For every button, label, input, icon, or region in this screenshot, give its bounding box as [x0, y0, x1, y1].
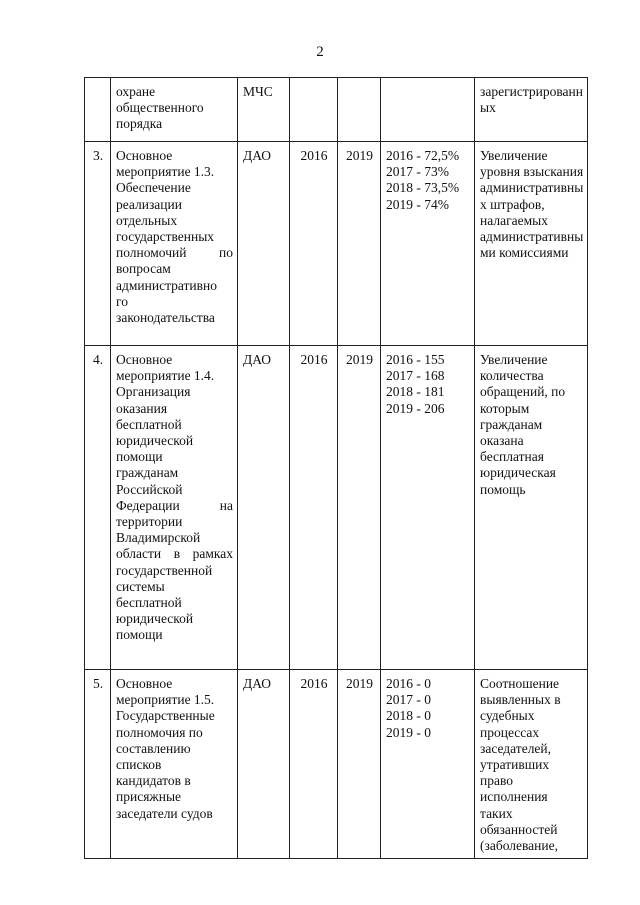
description-line: Организация	[116, 384, 191, 400]
indicator-value: 2017 - 73%	[386, 164, 449, 180]
measure-description	[111, 78, 238, 142]
indicator-value: 2018 - 73,5%	[386, 180, 460, 196]
description-line: юридической	[116, 433, 194, 449]
description-line: Российской	[116, 481, 183, 497]
result-line: помощь	[480, 481, 526, 497]
description-line: мероприятие 1.4.	[116, 368, 215, 384]
result-line: судебных	[480, 708, 535, 724]
row-number: 3.	[85, 142, 111, 346]
responsible-executor: ДАО	[238, 346, 290, 670]
description-line: присяжные	[116, 789, 182, 805]
measure-description	[111, 346, 238, 670]
result-line: заседателей,	[480, 740, 552, 756]
table-row	[85, 670, 588, 859]
end-year: 2019	[338, 346, 381, 670]
description-word: на	[219, 497, 233, 513]
result-line: выявленных в	[480, 692, 561, 708]
description-line: законодательства	[116, 310, 215, 326]
measure-description	[111, 670, 238, 859]
description-line: порядка	[116, 116, 163, 132]
description-line: кандидатов в	[116, 773, 191, 789]
start-year: 2016	[290, 670, 338, 859]
indicator-value: 2017 - 168	[386, 368, 445, 384]
result-line: налагаемых	[480, 212, 548, 228]
result-line: исполнения таких	[480, 789, 548, 821]
indicator-value: 2019 - 74%	[386, 196, 449, 212]
result-line: Увеличение	[480, 148, 548, 163]
result-line: (заболевание,	[480, 838, 558, 854]
description-word: в	[173, 546, 181, 562]
row-number: 4.	[85, 346, 111, 670]
indicator-value: 2016 - 72,5%	[386, 148, 460, 163]
description-line: Государственные	[116, 708, 215, 724]
description-line: территории	[116, 514, 183, 530]
result-line: которым	[480, 400, 530, 416]
result-line: бесплатная	[480, 449, 544, 465]
result-line: ми комиссиями	[480, 245, 569, 261]
measure-description	[111, 142, 238, 346]
description-line: Основное	[116, 352, 173, 367]
description-line: юридической	[116, 611, 194, 627]
start-year: 2016	[290, 142, 338, 346]
description-line	[116, 546, 233, 562]
result-line: Соотношение	[480, 676, 560, 691]
indicator-values	[381, 670, 475, 859]
indicator-value: 2018 - 0	[386, 708, 431, 724]
end-year: 2019	[338, 142, 381, 346]
indicator-value: 2017 - 0	[386, 692, 431, 708]
description-line	[116, 498, 233, 514]
description-line: заседатели судов	[116, 805, 213, 821]
description-word: по	[219, 245, 233, 261]
description-line: Основное	[116, 676, 173, 691]
description-line: помощи	[116, 449, 163, 465]
result-line: утративших право	[480, 757, 550, 789]
description-word: Федерации	[116, 497, 180, 513]
description-line: помощи	[116, 627, 163, 643]
table-row	[85, 142, 588, 346]
table-row	[85, 346, 588, 670]
description-line: охране	[116, 84, 156, 99]
description-line: системы	[116, 578, 165, 594]
indicator-values	[381, 346, 475, 670]
description-word: рамках	[192, 546, 233, 562]
description-line: оказания	[116, 400, 168, 416]
row-number: 5.	[85, 670, 111, 859]
description-line: бесплатной	[116, 595, 182, 611]
row-number	[85, 78, 111, 142]
description-line: вопросам	[116, 261, 171, 277]
description-line: Основное	[116, 148, 173, 163]
result-line: процессах	[480, 724, 540, 740]
description-line: списков	[116, 757, 162, 773]
description-line	[116, 245, 233, 261]
table-row	[85, 78, 588, 142]
responsible-executor: МЧС	[238, 78, 290, 142]
result-line: юридическая	[480, 465, 556, 481]
description-line: составлению	[116, 740, 191, 756]
description-line: государственных	[116, 229, 215, 245]
result-line: уровня взыскания	[480, 164, 584, 180]
description-word: области	[116, 546, 162, 562]
description-line: государственной	[116, 562, 213, 578]
description-line: реализации	[116, 196, 182, 212]
responsible-executor: ДАО	[238, 142, 290, 346]
indicator-values	[381, 142, 475, 346]
result-line: административны	[480, 229, 584, 245]
indicator-value: 2018 - 181	[386, 384, 445, 400]
result-line: административны	[480, 180, 584, 196]
result-line: ых	[480, 100, 496, 116]
description-line: го	[116, 293, 128, 309]
description-line: полномочия по	[116, 724, 203, 740]
start-year: 2016	[290, 346, 338, 670]
result-line: количества	[480, 368, 544, 384]
indicator-values	[381, 78, 475, 142]
measures-table	[84, 77, 588, 859]
description-line: мероприятие 1.3.	[116, 164, 215, 180]
indicator-value: 2019 - 206	[386, 400, 445, 416]
expected-result	[475, 346, 588, 670]
expected-result	[475, 142, 588, 346]
description-line: административно	[116, 277, 217, 293]
result-line: х штрафов,	[480, 196, 545, 212]
end-year	[338, 78, 381, 142]
start-year	[290, 78, 338, 142]
description-line: Владимирской	[116, 530, 201, 546]
result-line: гражданам	[480, 416, 543, 432]
end-year: 2019	[338, 670, 381, 859]
result-line: Увеличение	[480, 352, 548, 367]
indicator-value: 2019 - 0	[386, 724, 431, 740]
description-line: мероприятие 1.5.	[116, 692, 215, 708]
description-line: Обеспечение	[116, 180, 191, 196]
page-number: 2	[316, 44, 324, 60]
expected-result	[475, 78, 588, 142]
result-line: обращений, по	[480, 384, 566, 400]
description-line: общественного	[116, 100, 204, 116]
result-line: зарегистрированн	[480, 84, 583, 99]
indicator-value: 2016 - 0	[386, 676, 431, 691]
indicator-value: 2016 - 155	[386, 352, 445, 367]
description-line: бесплатной	[116, 416, 182, 432]
expected-result	[475, 670, 588, 859]
description-line: гражданам	[116, 465, 179, 481]
result-line: оказана	[480, 433, 524, 449]
description-line: отдельных	[116, 212, 178, 228]
responsible-executor: ДАО	[238, 670, 290, 859]
result-line: обязанностей	[480, 821, 558, 837]
description-word: полномочий	[116, 245, 187, 261]
